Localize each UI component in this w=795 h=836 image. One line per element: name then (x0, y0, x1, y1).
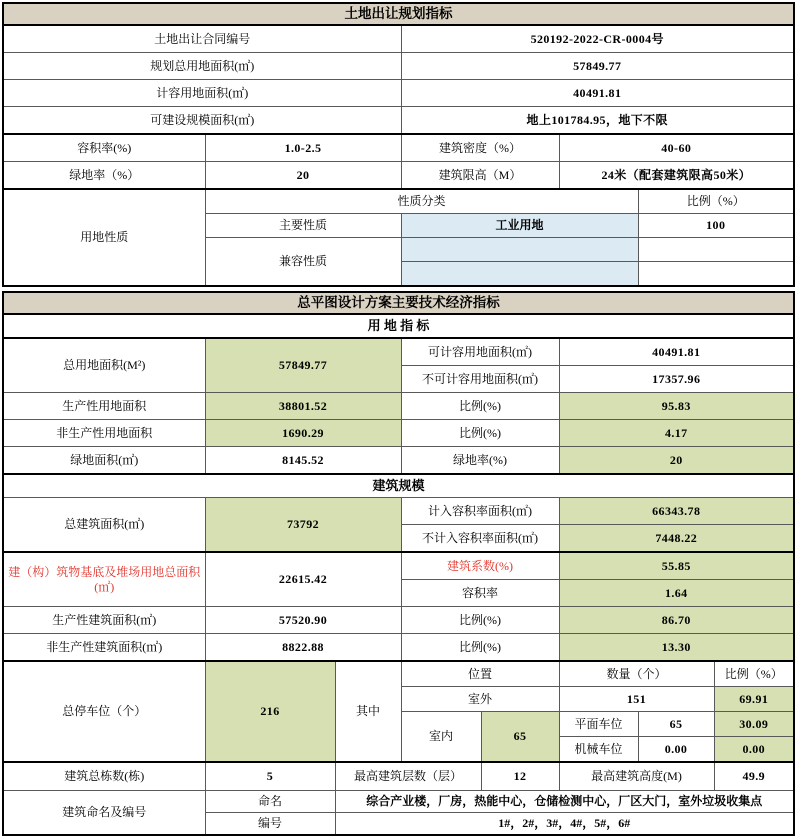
nonproductive-building-row (3, 634, 794, 662)
far-value: 1.64 (559, 580, 794, 607)
building-section-header: 建筑规模 (3, 474, 794, 498)
indoor-parking-label: 室内 (401, 712, 481, 763)
building-density-value: 40-60 (559, 134, 794, 162)
plot-ratio-density-row (3, 134, 794, 162)
far-land-area-label: 计容用地面积(㎡) (3, 80, 401, 107)
total-building-label: 总建筑面积(㎡) (3, 498, 205, 553)
height-limit-label: 建筑限高（M） (401, 162, 559, 190)
plot-ratio-label: 容积率(%) (3, 134, 205, 162)
compat-nature-value-2 (401, 262, 638, 287)
total-building-value: 73792 (205, 498, 401, 553)
plot-ratio-value: 1.0-2.5 (205, 134, 401, 162)
main-nature-value: 工业用地 (401, 214, 638, 238)
nonproductive-land-value: 1690.29 (205, 420, 401, 447)
planned-total-area-label: 规划总用地面积(㎡) (3, 53, 401, 80)
nature-class-header: 性质分类 (205, 189, 638, 214)
land-section-header: 用 地 指 标 (3, 314, 794, 338)
outdoor-parking-ratio: 69.91 (714, 687, 794, 712)
far-counted-label: 计入容积率面积(㎡) (401, 498, 559, 525)
planned-total-area-row (3, 53, 794, 80)
land-nature-label: 用地性质 (3, 189, 205, 286)
countable-land-value: 40491.81 (559, 338, 794, 366)
planned-total-area-value: 57849.77 (401, 53, 794, 80)
max-floors-label: 最高建筑层数（层） (335, 762, 481, 791)
compat-nature-value-1 (401, 238, 638, 262)
table1-title-row (3, 3, 794, 25)
far-uncounted-value: 7448.22 (559, 525, 794, 553)
mech-parking-label: 机械车位 (559, 737, 638, 763)
buildable-scale-label: 可建设规模面积(㎡) (3, 107, 401, 135)
nonproductive-land-label: 非生产性用地面积 (3, 420, 205, 447)
productive-building-value: 57520.90 (205, 607, 401, 634)
building-summary-row (3, 762, 794, 791)
parking-position-header: 位置 (401, 661, 559, 687)
productive-land-row (3, 393, 794, 420)
number-value: 1#，2#，3#，4#，5#，6# (335, 813, 794, 836)
contract-number-row (3, 25, 794, 53)
parking-header-row (3, 661, 794, 687)
footprint-label: 建（构）筑物基底及堆场用地总面积(㎡) (3, 552, 205, 607)
productive-building-ratio-label: 比例(%) (401, 607, 559, 634)
buildable-scale-value: 地上101784.95，地下不限 (401, 107, 794, 135)
main-nature-label: 主要性质 (205, 214, 401, 238)
max-height-label: 最高建筑高度(M) (559, 762, 714, 791)
green-area-label: 绿地面积(㎡) (3, 447, 205, 475)
indoor-parking-count: 65 (481, 712, 559, 763)
building-density-label: 建筑密度（%） (401, 134, 559, 162)
nonproductive-building-ratio-label: 比例(%) (401, 634, 559, 662)
total-land-value: 57849.77 (205, 338, 401, 393)
mech-parking-ratio: 0.00 (714, 737, 794, 763)
far-land-area-value: 40491.81 (401, 80, 794, 107)
outdoor-parking-label: 室外 (401, 687, 559, 712)
nature-ratio-header: 比例（%） (638, 189, 794, 214)
productive-land-value: 38801.52 (205, 393, 401, 420)
table1-title: 土地出让规划指标 (3, 3, 794, 25)
nonproductive-land-ratio-value: 4.17 (559, 420, 794, 447)
total-blocks-label: 建筑总栋数(栋) (3, 762, 205, 791)
productive-building-row (3, 607, 794, 634)
uncountable-land-value: 17357.96 (559, 366, 794, 393)
productive-land-label: 生产性用地面积 (3, 393, 205, 420)
naming-group-label: 建筑命名及编号 (3, 791, 205, 836)
contract-number-label: 土地出让合同编号 (3, 25, 401, 53)
productive-land-ratio-value: 95.83 (559, 393, 794, 420)
green-area-value: 8145.52 (205, 447, 401, 475)
name-value: 综合产业楼，厂房，热能中心，仓储检测中心，厂区大门，室外垃圾收集点 (335, 791, 794, 813)
nonproductive-building-ratio-value: 13.30 (559, 634, 794, 662)
green-rate-height-row (3, 162, 794, 190)
footprint-value: 22615.42 (205, 552, 401, 607)
compat-nature-ratio-1 (638, 238, 794, 262)
nonproductive-land-ratio-label: 比例(%) (401, 420, 559, 447)
building-section-header-row (3, 474, 794, 498)
flat-parking-ratio: 30.09 (714, 712, 794, 737)
productive-land-ratio-label: 比例(%) (401, 393, 559, 420)
nature-header-row (3, 189, 794, 214)
contract-number-value: 520192-2022-CR-0004号 (401, 25, 794, 53)
green-rate-value: 20 (205, 162, 401, 190)
building-naming-row (3, 791, 794, 813)
compat-nature-ratio-2 (638, 262, 794, 287)
far-uncounted-label: 不计入容积率面积(㎡) (401, 525, 559, 553)
nonproductive-building-value: 8822.88 (205, 634, 401, 662)
land-transfer-indicators-table (2, 2, 795, 287)
master-plan-indicators-table (2, 291, 795, 836)
far-land-area-row (3, 80, 794, 107)
building-coefficient-label: 建筑系数(%) (401, 552, 559, 580)
max-floors-value: 12 (481, 762, 559, 791)
flat-parking-count: 65 (638, 712, 714, 737)
far-counted-value: 66343.78 (559, 498, 794, 525)
buildable-scale-row (3, 107, 794, 135)
mech-parking-count: 0.00 (638, 737, 714, 763)
table2-title: 总平图设计方案主要技术经济指标 (3, 292, 794, 314)
green-area-row (3, 447, 794, 475)
name-label: 命名 (205, 791, 335, 813)
flat-parking-label: 平面车位 (559, 712, 638, 737)
land-section-header-row (3, 314, 794, 338)
green-ratio-value: 20 (559, 447, 794, 475)
far-label: 容积率 (401, 580, 559, 607)
parking-among-label: 其中 (335, 661, 401, 762)
nonproductive-building-label: 非生产性建筑面积(㎡) (3, 634, 205, 662)
max-height-value: 49.9 (714, 762, 794, 791)
table2-title-row (3, 292, 794, 314)
productive-building-ratio-value: 86.70 (559, 607, 794, 634)
height-limit-value: 24米（配套建筑限高50米） (559, 162, 794, 190)
total-land-row-1 (3, 338, 794, 366)
number-label: 编号 (205, 813, 335, 836)
outdoor-parking-count: 151 (559, 687, 714, 712)
compat-nature-label: 兼容性质 (205, 238, 401, 287)
countable-land-label: 可计容用地面积(㎡) (401, 338, 559, 366)
total-parking-label: 总停车位（个） (3, 661, 205, 762)
uncountable-land-label: 不可计容用地面积(㎡) (401, 366, 559, 393)
total-land-label: 总用地面积(M²) (3, 338, 205, 393)
parking-ratio-header: 比例（%） (714, 661, 794, 687)
main-nature-ratio: 100 (638, 214, 794, 238)
building-coefficient-value: 55.85 (559, 552, 794, 580)
green-rate-label: 绿地率（%） (3, 162, 205, 190)
footprint-row-1 (3, 552, 794, 580)
green-ratio-label: 绿地率(%) (401, 447, 559, 475)
parking-count-header: 数量（个） (559, 661, 714, 687)
total-blocks-value: 5 (205, 762, 335, 791)
total-building-row-1 (3, 498, 794, 525)
total-parking-value: 216 (205, 661, 335, 762)
nonproductive-land-row (3, 420, 794, 447)
productive-building-label: 生产性建筑面积(㎡) (3, 607, 205, 634)
